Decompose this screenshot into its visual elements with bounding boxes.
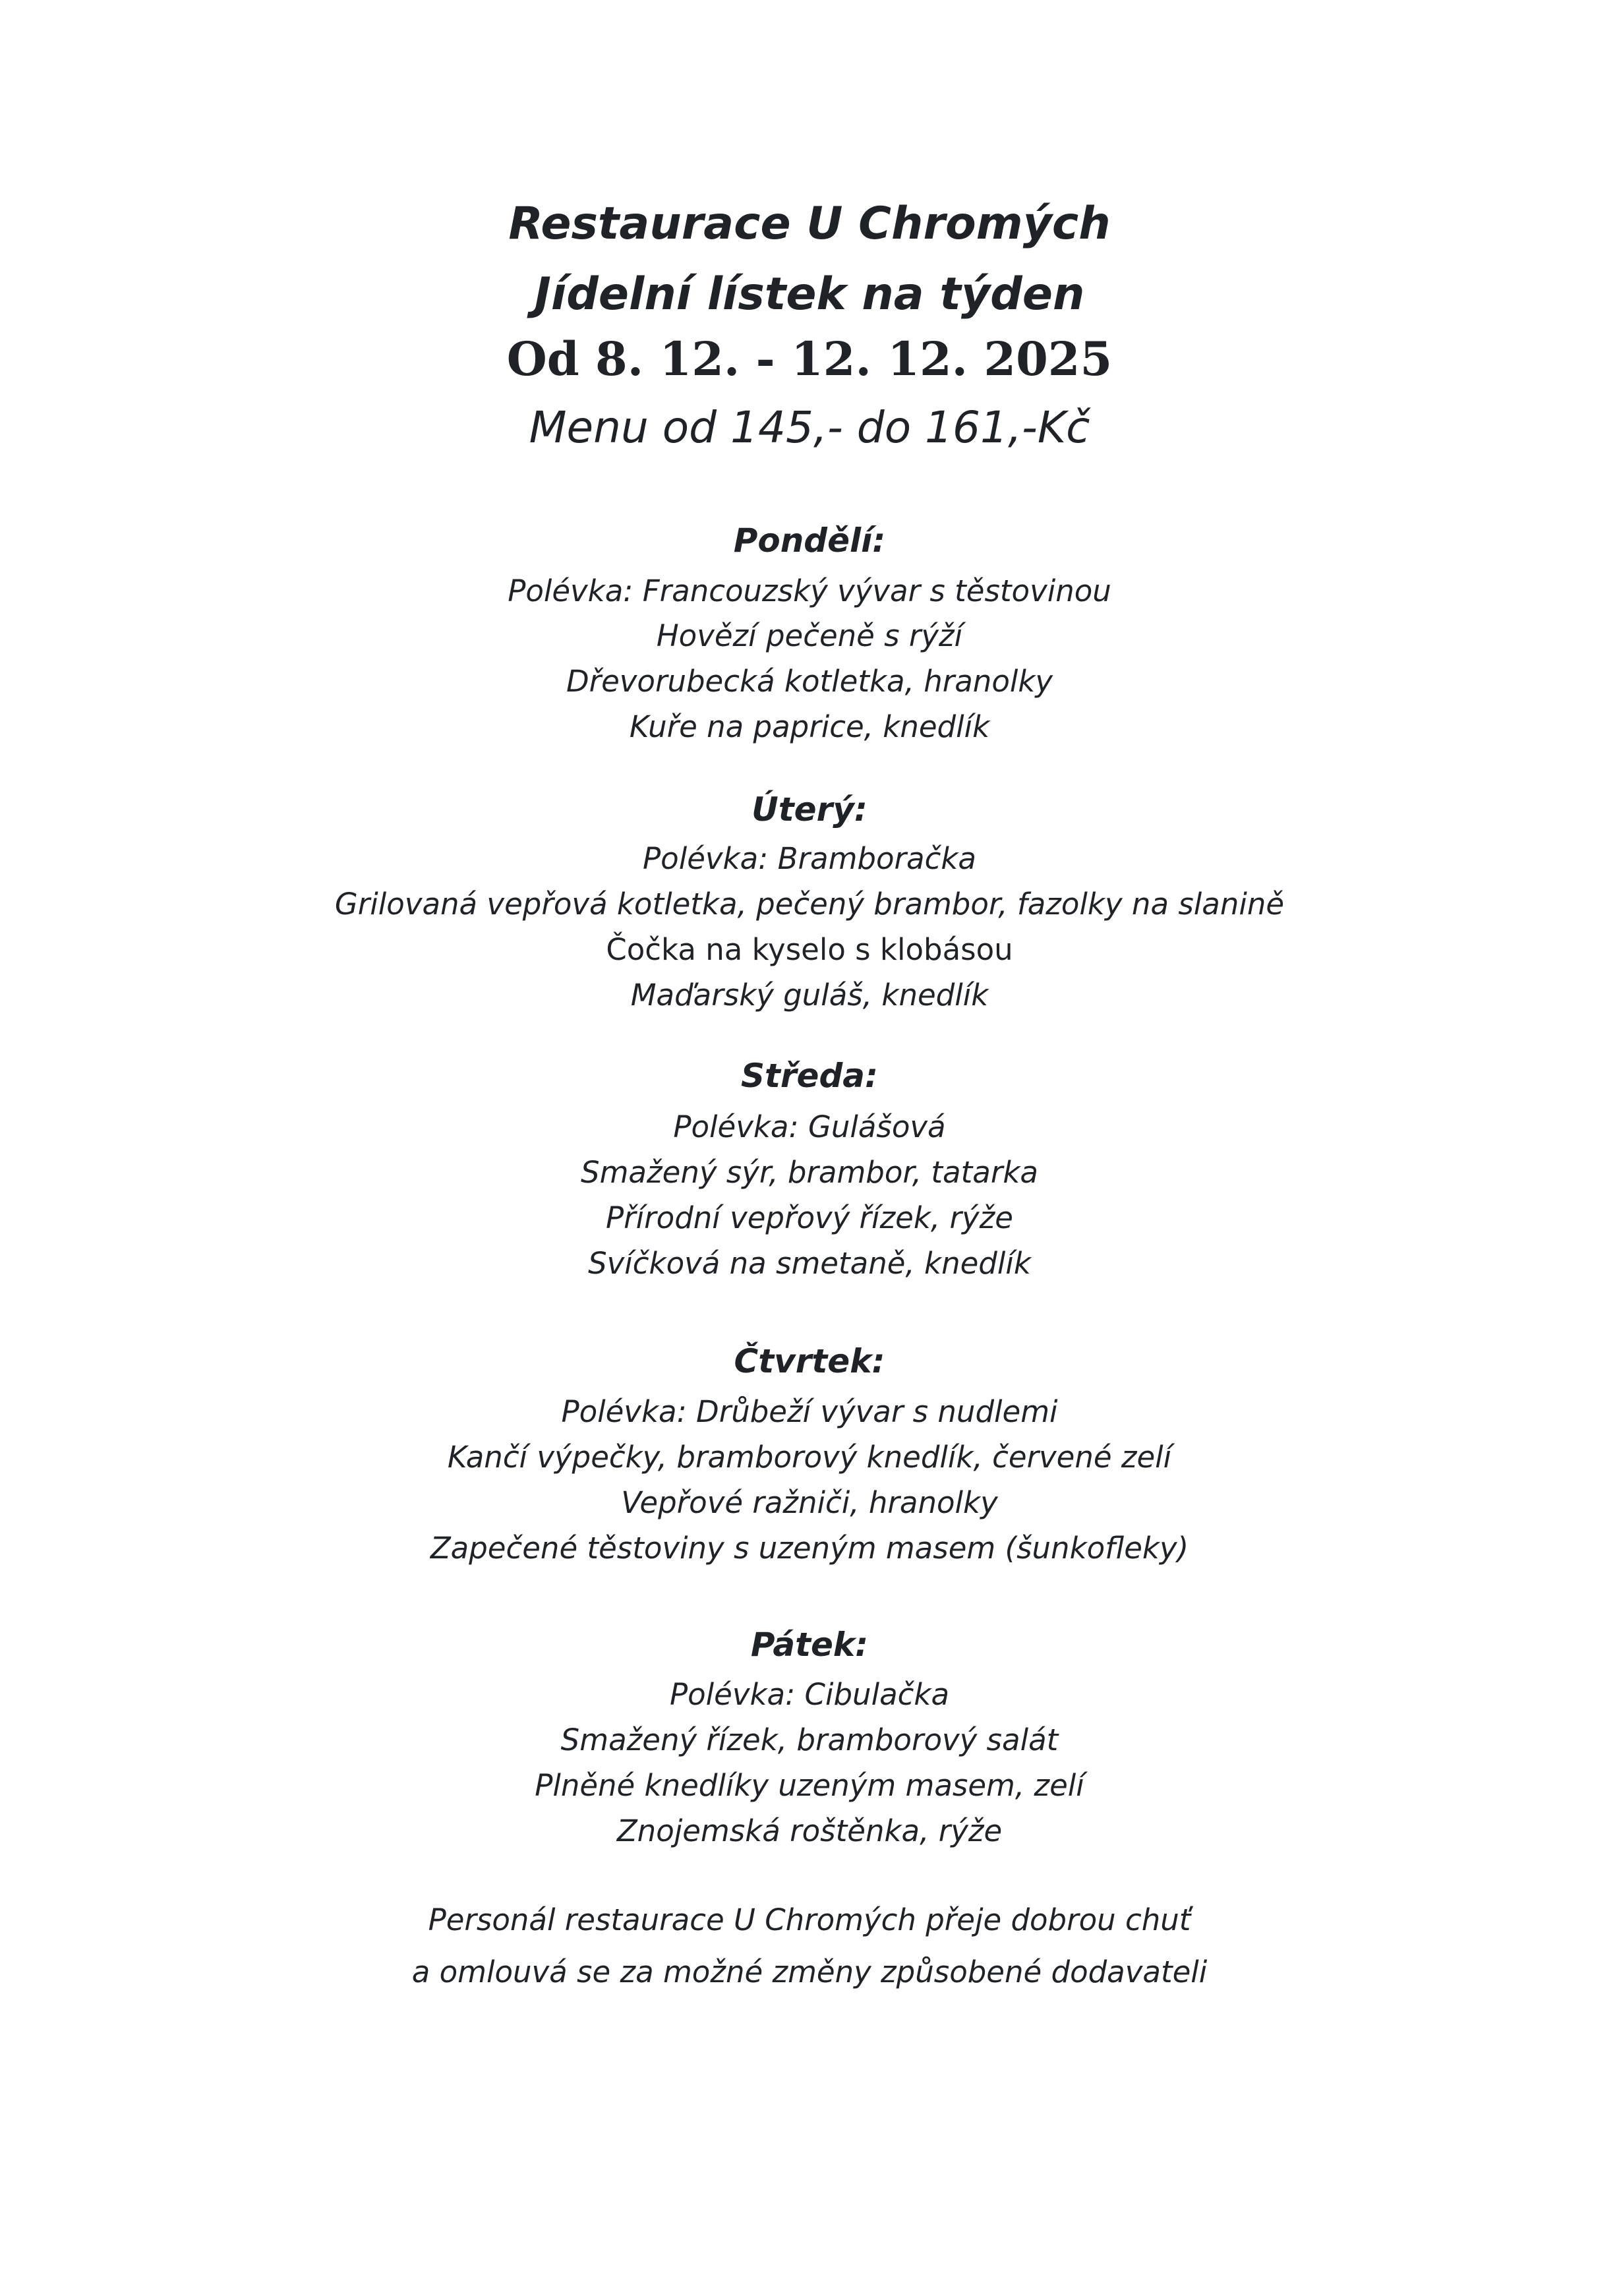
menu-item: Polévka: Francouzský vývar s těstovinou xyxy=(508,574,1111,608)
menu-subtitle: Jídelní lístek na týden xyxy=(534,268,1085,320)
menu-item: Přírodní vepřový řízek, rýže xyxy=(606,1200,1013,1235)
menu-item: Hovězí pečeně s rýží xyxy=(656,618,963,653)
price-range: Menu od 145,- do 161,-Kč xyxy=(529,402,1090,453)
menu-item: Polévka: Gulášová xyxy=(673,1109,946,1144)
menu-item: Vepřové ražniči, hranolky xyxy=(621,1485,998,1520)
menu-item: Smažený řízek, bramborový salát xyxy=(560,1722,1059,1757)
day-heading-wednesday: Středa: xyxy=(740,1057,878,1095)
menu-item: Kančí výpečky, bramborový knedlík, červené zelí xyxy=(447,1440,1172,1475)
menu-item: Zapečené těstoviny s uzeným masem (šunkofleky) xyxy=(430,1531,1189,1566)
day-heading-thursday: Čtvrtek: xyxy=(734,1342,885,1380)
footer-greeting: Personál restaurace U Chromých přeje dobrou chuť xyxy=(428,1902,1191,1937)
day-heading-tuesday: Úterý: xyxy=(751,790,868,829)
menu-item: Polévka: Cibulačka xyxy=(669,1677,950,1712)
date-range: Od 8. 12. - 12. 12. 2025 xyxy=(506,332,1113,386)
menu-item: Maďarský guláš, knedlík xyxy=(630,978,989,1013)
footer-apology: a omlouvá se za možné změny způsobené dodavateli xyxy=(411,1955,1208,1989)
menu-item: Polévka: Bramboračka xyxy=(643,841,976,876)
menu-item: Smažený sýr, brambor, tatarka xyxy=(581,1155,1038,1190)
menu-item: Čočka na kyselo s klobásou xyxy=(606,932,1013,967)
menu-item: Polévka: Drůbeží vývar s nudlemi xyxy=(561,1394,1058,1429)
menu-item: Grilovaná vepřová kotletka, pečený brambor, fazolky na slanině xyxy=(334,887,1285,922)
menu-item: Kuře na paprice, knedlík xyxy=(629,709,990,744)
menu-item: Dřevorubecká kotletka, hranolky xyxy=(566,664,1053,699)
menu-item: Plněné knedlíky uzeným masem, zelí xyxy=(535,1768,1084,1803)
restaurant-name: Restaurace U Chromých xyxy=(508,198,1111,250)
day-heading-friday: Pátek: xyxy=(750,1626,869,1664)
menu-item: Svíčková na smetaně, knedlík xyxy=(588,1246,1031,1281)
day-heading-monday: Pondělí: xyxy=(733,521,886,560)
menu-item: Znojemská roštěnka, rýže xyxy=(616,1813,1003,1848)
